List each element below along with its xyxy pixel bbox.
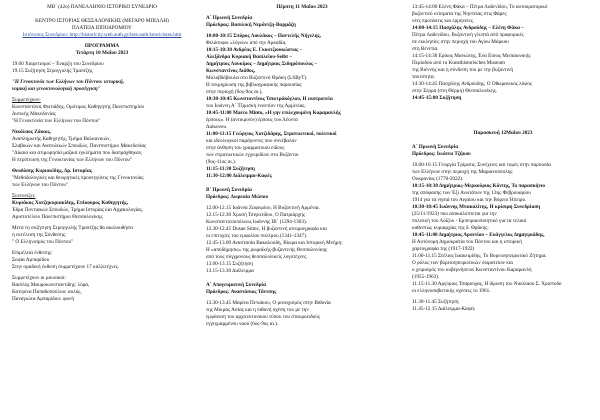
program-line: 13:45-14:00 Ελένη Φάκα – Πέτρα Λαδενίδου, Το αυτοκρατορικό <box>412 4 548 10</box>
program-line: εμφάνιση του αρχιτεκτονικού τύπου του σταυροειδούς <box>206 314 320 320</box>
program-line: 19.15 Συζήτηση Στρογγυλής Τραπέζης <box>12 68 93 74</box>
program-line: Κωνσταντινουπόλεως Ιωάννης ΙΒ΄ (1294-1303). <box>206 219 307 225</box>
day-heading: ΠΡΟΓΡΑΜΜΑ <box>84 43 120 49</box>
spacer <box>412 102 594 109</box>
program-line: Συμμετέχουν οι μουσικοί: <box>12 275 66 281</box>
program-line: Φιλόσοφοι «λόγων» από την Αρκαδία, <box>206 40 287 46</box>
spacer <box>412 109 594 116</box>
program-line: του Ιωάννη Α΄ Τζιμισκή εναντίον της Αρμενίας. <box>206 103 306 109</box>
program-line: από τους σύγχρονους θεσσαλονικείς λογοτέχνες. <box>206 254 308 260</box>
spacer <box>412 123 594 130</box>
program-line: οι επιτυχίες του εμφυλίου πολέμου (1341-1347). <box>206 233 308 239</box>
program-line: Κωνσταντίνος Διάθος, <box>206 68 256 74</box>
program-line: νομική και γενοκτονολογική προσέγγιση" <box>12 86 101 92</box>
program-line: στην περιοχή (6ος-9ος αι.), <box>206 89 263 95</box>
program-line: Α΄ Πρωινή Συνεδρία <box>412 144 459 150</box>
program-line: "Δίκαιο και ατιμωρησία μαζικά εγκλήματα που διαπράχθηκαν, <box>12 150 143 156</box>
program-line: 12.15-12.30 Χρυσή Τσιγκιτίδου, Ο Πατριάρχης <box>206 212 305 218</box>
program-line: Έδρα Ποντιακών Σπουδών, Τμήμα Ιστορίας και Αρχαιολογίας, <box>12 207 143 213</box>
program-line: Η Αυτόνομη Δημοκρατία του Πόντου και η ιστορική <box>412 239 522 245</box>
program-line: Σοφία Αμπαρίδου <box>12 257 50 263</box>
column-opening-day <box>12 4 192 303</box>
program-line: Βασίλης Μαυροκωνσταντίδης: λύρα, <box>12 282 90 288</box>
program-line: Β΄ Πρωινή Συνεδρία <box>206 187 252 193</box>
program-line: Περίοδου από το Kunsthistorisches Museum <box>412 60 505 66</box>
program-line: Στην ομαδική έκθεση συμμετέχουν 17 καλλιτέχνες. <box>12 264 120 270</box>
program-line: 12.30-12.45 Dusan Simic, Η βυζαντινή ιστοριογραφία και <box>206 226 327 232</box>
program-line: οι ελληνοσοβιετικής σχέσεις το 1961. <box>412 288 491 294</box>
column-thursday <box>206 4 398 328</box>
program-line: Συντονίζει: <box>12 193 36 199</box>
program-line: "Η Γενοκτονία των Ελλήνων του Πόντου" <box>12 118 101 124</box>
program-line: Αναπληρωτής Καθηγητής, Τμήμα Βαλκανικών, <box>12 136 111 142</box>
program-line: 13.15-13.30 Διάλειμμα <box>206 268 254 274</box>
program-line: της Βιέννης και η σύνδεση του με την βυζαντινή <box>412 67 514 73</box>
program-line: σε εκκλησίες στην περιοχή του Αγίου Μάρκου <box>412 39 509 45</box>
program-line: 10:15-10:30 Δημήτριος-Μερκούριος Κόντης, Το παρασκήνιο <box>412 183 546 189</box>
program-line: "Μεθοδολογικές και θεωρητικές προσεγγίσεις της Γενοκτονίας <box>12 175 144 181</box>
day-heading[interactable]: Ιστότοπος Συνεδρίου: http://historicity.web.auth.gr/ises-auth/istoricistes.htm <box>22 32 182 38</box>
program-line: Πέτρα Λαδενίδου, Βυζαντινή γλυπτά από προφορικές <box>412 32 524 38</box>
program-line: της Μικράς Ασίας και η πιθανή σχέση του με την <box>206 307 309 313</box>
program-line: Κωνσταντίνος Φωτιάδης, Ομότιμος Καθηγητής Πανεπιστημίου <box>12 104 145 110</box>
program-line: 10:45-11:00 Δημήτριος Αρσενίου – Ευάγγελος Δημητριάδης, <box>412 232 545 238</box>
program-line: η εκτέλεση της Σύνθεσης: <box>12 232 67 238</box>
program-line: 12.45-13.00 Αναστασία Βακαλούδη, Βίωμα και Ιστορική Μνήμη: <box>206 240 343 246</box>
program-line: Συμμετέχουν: <box>12 97 41 103</box>
program-line: 10:00-10:15 Σπύρος Λουλάκος – Παντελής Νήγελης, <box>206 33 322 39</box>
program-line: Κυριάκος Χατζηκυριακίδης, Επίκουρος Καθηγητής, <box>12 200 129 206</box>
program-line: των Ελλήνων στην περιοχή της Μαριανούπολης <box>412 169 513 175</box>
program-line: Παναγιώτα Αμπαρίδου: φωνή <box>12 296 75 302</box>
program-line: 11.00-11.15 Στέλιος Ιωακειμίδης, Το Βορειοηπειρωτικό Ζήτημα. <box>412 253 547 259</box>
program-line: 12.00-12.15 Ιωάννα Ζαφειρίου, Η Βυζαντινή Αρμένια. <box>206 205 320 211</box>
program-line: (1955-1963). <box>412 274 440 280</box>
program-line: 10:30-10:45 Ιωάννης Μπακαλίτης, Η κρίσιμη Συνεδρίαση <box>412 204 541 210</box>
program-line: 14:30-14:45 Πασχάλης Ανδρούδης, Ο Οθωμανικός λόφος <box>412 81 532 87</box>
program-line: 13.00-13.15 Συζήτηση <box>206 261 253 267</box>
program-line: 14:15-14:30 Ερίκος Μανιώτης, Ένα Είσως Μεσαιωνικής <box>412 53 531 59</box>
program-line: βυζαντινό κτίσματα της Νηστείας στις Φάρες <box>412 11 507 17</box>
program-line: Η περίπτωση της Γενοκτονίας των Ελλήνων του Πόντου" <box>12 157 133 163</box>
program-line: ΜΒ΄ (42ο) ΠΑΝΕΛΛΗΝΙΟ ΙΣΤΟΡΙΚΟ ΣΥΝΕΔΡΙΟ <box>47 4 157 10</box>
spacer <box>206 275 398 282</box>
program-line: Κατερίνα Παπαδοπούλου: αυλός, <box>12 289 82 295</box>
program-line: στη Βενετία. <box>412 46 439 52</box>
program-line: 19.00 Χαιρετισμοί – Έναρξη του Συνεδρίου <box>12 61 104 67</box>
program-line: Πρόεδρος: Δωρεαία Μώπου <box>206 194 269 200</box>
program-line: πολιτική του Λοΐζου - Εμπειρικοποιητικό για τα τελικά <box>412 218 527 224</box>
spacer <box>206 180 398 187</box>
program-line: ταυτότητα. <box>412 74 435 80</box>
program-line: Α΄ Απογευματινή Συνεδρία <box>206 282 266 288</box>
program-line: στην άνθηση του γραμματικού είδους <box>206 145 285 151</box>
program-line: Δημήτριος Λουκίμος – Δημήτριος Σιδηρόπουλος – <box>206 61 318 67</box>
program-line: Πρόεδρος: Ιωάννα Τζήκου <box>412 151 471 157</box>
program-line: 11.15-11.30 Αργύριος Τσαρούχας, Η ίδρυση του Νικόλαου Σ. Χριστοδο <box>412 281 562 287</box>
program-line: ΚΕΝΤΡΟ ΙΣΤΟΡΙΑΣ ΘΕΣΣΑΛΟΝΙΚΗΣ (ΜΕΓΑΡΟ ΜΠΙΛΛΗ) <box>35 18 169 24</box>
program-line: ΠΛΑΤΕΙΑ ΙΠΠΟΔΡΟΜΙΟΥ <box>72 25 132 31</box>
program-line: Ουκρανίας (1778-2022). <box>412 176 464 182</box>
program-line: νέες προτάσεις και ερμηνείες. <box>412 18 475 24</box>
program-line: Μολυβδόβουλα στο Βυζαντινό Θράκη (LSByT). <box>206 75 308 81</box>
program-line: 11.30-11.45 Συζήτηση <box>412 299 459 305</box>
program-line: "Η Γενοκτονία των Ελλήνων του Πόντου: ιστορική, <box>12 79 125 85</box>
program-line: και ιδεολογικοί παράγοντες που συνέβαλαν <box>206 138 297 144</box>
program-line: Επιμέλεια ένθεσης: <box>12 250 53 256</box>
program-line: 11:15-11:30 Συζήτηση <box>206 166 255 172</box>
day-heading: Πέμπτη 11 Μαΐου 2023 <box>276 4 328 10</box>
program-line: 10:45-11:00 Marco Minto, «Η γην επιλεχουμένη Καραμανλής <box>206 110 341 116</box>
program-line: έρπους». Η (αντικρινόν) έρπους του Λέοντα <box>206 117 298 123</box>
program-line: των Ελλήνων του Πόντου" <box>12 182 69 188</box>
program-line: 10.00-10.15 Γεωργία Τρίματα, Συνέχειες και τομές στην παρουσία <box>412 162 551 168</box>
spacer <box>12 11 192 18</box>
program-line: Νικόλαος Ζάικος, <box>12 129 51 135</box>
program-line: Α΄ Πρωινή Συνεδρία <box>206 15 253 21</box>
day-heading: Τετάρτη 10 Μαΐου 2023 <box>75 50 129 56</box>
program-line: Διάκονου. <box>206 124 228 130</box>
program-line: καθεστώς κυριαρχίας της δ. Θράκης. <box>412 225 489 231</box>
program-line: 10:30-10:45 Κωνσταντίνος Τσικτράκόγλου, Η εκστρατεία <box>206 96 333 102</box>
program-line: των στρατιωτικών εγχειριδίων στο Βυζάντιο <box>206 152 299 158</box>
program-line: " Ο Ελληνισμός του Πόντου" <box>12 239 74 245</box>
program-line: Η «αποδήμησις» της ρωμαϊκής-βυζαντινής Θεσσαλονίκης <box>206 247 328 253</box>
program-line: Μετά τη συζήτηση Στρογγυλής Τραπέζης θα ακολουθήσει <box>12 225 134 231</box>
program-line: 10:15-10:30 Ανδρέας Ε. Γκουτζιουκώστας – <box>206 47 303 53</box>
program-line: Ο ρόλος των βορειοηπειρωτικών σωματείων και <box>412 260 513 266</box>
program-line: Πρόεδρος: Βασιλική Νεράντζη-Βαρμάζη <box>206 22 296 28</box>
program-line: χαρτογραφία της (1917-1922) <box>412 246 475 252</box>
program-line: Αλεξάνδρα Κυριακή Βασιλείου-Seibt – <box>206 54 292 60</box>
program-line: Σλαβικών και Ανατολικών Σπουδών, Πανεπιστήμιο Μακεδονίας <box>12 143 147 149</box>
program-line: ο χειρισμός του κυβερνήσεων Κωνσταντίνου Καραμανλή <box>412 267 532 273</box>
program-line: 13.30-13.45 Μαρίνα Πετιάκου, Ο μοναχισμός στην Βιθυνία <box>206 300 331 306</box>
program-line: στην Σέρρα (στη Θέρμη) Θεσσαλονίκης. <box>412 88 498 94</box>
day-heading: Παρασκευή 12Μαΐου 2023 <box>473 130 533 136</box>
program-line: 11:30-12:00 Διάλειμμα-Καφές <box>206 173 272 179</box>
spacer <box>412 137 594 144</box>
program-line: 14:45-15:00 Συζήτηση <box>412 95 462 101</box>
spacer <box>412 116 594 123</box>
program-line: Πρόεδρος: Αναστάσιος Τάντσης <box>206 289 277 295</box>
column-friday <box>412 4 594 313</box>
program-line: (9ος-11ος αι.). <box>206 159 237 165</box>
program-line: της απόφασης των Έξι Ανωτάτων της 13ης Φεβρουαρίου <box>412 190 531 196</box>
program-line: 11.45-12.15 Διάλειμμα-Καφές <box>412 306 475 312</box>
program-line: Η τεκμηρίωση της βιβλιογραφικής παρουσίας <box>206 82 302 88</box>
program-line: εγγεγραμμένου ναού (6ος-9ος αι.). <box>206 321 279 327</box>
program-line: 1914 για τα νησιά του Αιγαίου και την Βόρειο Ήπειρο. <box>412 197 527 203</box>
program-line: 11:00-11:15 Γεώργιος Χατζιδάρης, Στρατιωτικοί, πολιτικοί <box>206 131 337 137</box>
program-line: Θεοδόσης Κυριακίδης, Δρ. Ιστορίας <box>12 168 92 174</box>
program-line: Δυτικής Μακεδονίας <box>12 111 56 117</box>
program-line: Αριστοτέλειο Πανεπιστήμιο Θεσσαλονίκης <box>12 214 103 220</box>
program-line: 14:00-14:15 Πασχάλης Ανδρούδης – Ελένη Φάκα – <box>412 25 524 31</box>
program-line: (25/11/1923) που αποκαλύπτεται για την <box>412 211 497 217</box>
